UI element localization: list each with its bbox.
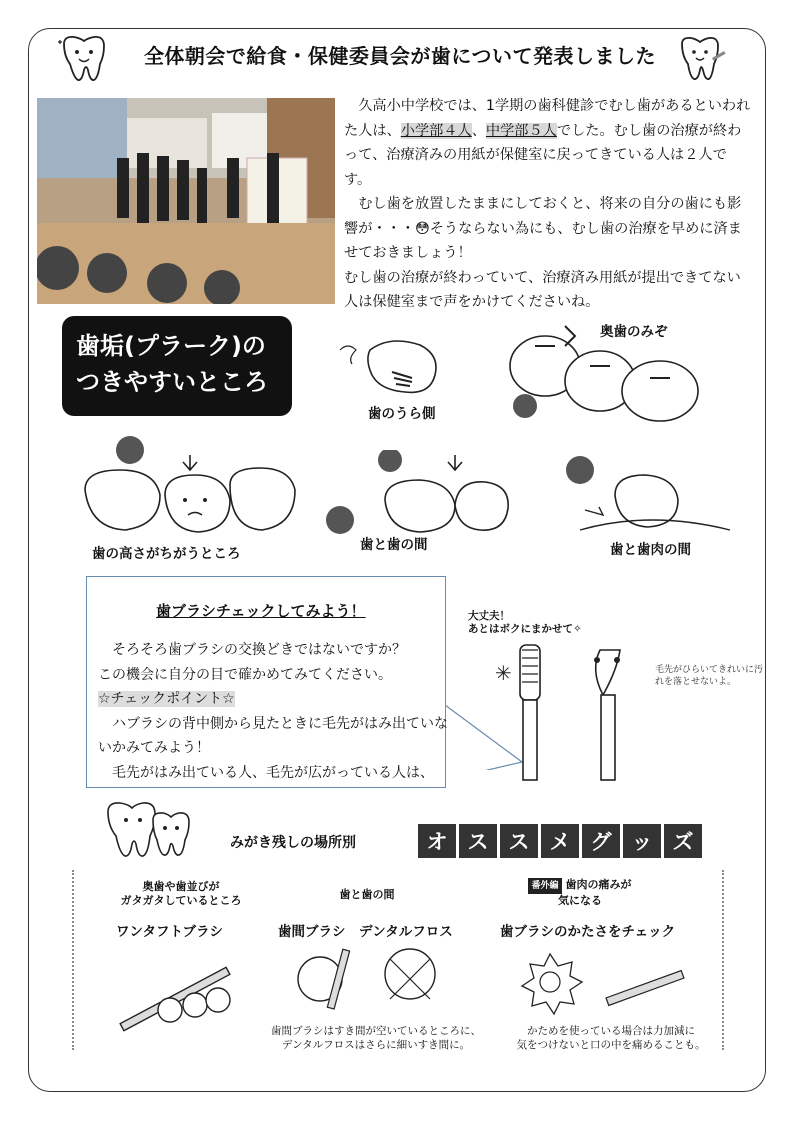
caption-tooth-gum: 歯と歯肉の間 bbox=[610, 542, 691, 558]
brush-check-line3: ハブラシの背中側から見たときに毛先がはみ出ていないかみてみよう！ bbox=[98, 715, 448, 756]
tooth-character-left-icon bbox=[56, 34, 116, 86]
brush-check-title: 歯ブラシチェックしてみよう！ bbox=[156, 602, 366, 620]
goods-col1-caption-line2: ガタガタしているところ bbox=[120, 894, 242, 907]
goods-col3-caption-text: 歯肉の痛みが bbox=[565, 878, 632, 891]
goods-col3-name: 歯ブラシのかたさをチェック bbox=[500, 924, 676, 940]
plaque-title-line1: 歯垢(プラーク)の bbox=[76, 332, 266, 360]
caption-molar-grooves: 奥歯のみぞ bbox=[600, 324, 668, 340]
plaque-title-line2: つきやすいところ bbox=[76, 368, 268, 396]
assembly-photo bbox=[37, 98, 335, 304]
tooth-inner-side-icon bbox=[330, 330, 470, 410]
article-paragraph-3: むし歯の治療が終わっていて、治療済み用紙が提出できてない人は保健室まで声をかけてくださいね。 bbox=[344, 269, 741, 310]
brush-check-line4: 毛先がはみ出ている人、毛先が広がっている人は、 bbox=[112, 764, 434, 781]
goods-col1-name: ワンタフトブラシ bbox=[116, 924, 224, 940]
goods-heading: みがき残しの場所別 bbox=[230, 835, 356, 851]
banner-char: グ bbox=[582, 824, 620, 858]
brush-speech-line1: 大丈夫！ bbox=[468, 610, 510, 622]
dotted-border-left bbox=[72, 870, 74, 1050]
goods-col2-desc bbox=[266, 1024, 486, 1052]
brush-speech bbox=[468, 610, 582, 636]
teeth-duo-icon bbox=[98, 800, 198, 868]
check-point-label: ☆チェックポイント☆ bbox=[98, 691, 235, 707]
brush-check-body bbox=[98, 638, 448, 785]
caption-uneven-height: 歯の高さがちがうところ bbox=[92, 546, 241, 562]
caption-between-teeth: 歯と歯の間 bbox=[360, 537, 428, 553]
one-tuft-brush-icon bbox=[110, 950, 240, 1035]
caption-inner-side: 歯のうら側 bbox=[368, 406, 436, 422]
goods-col3-caption-line1 bbox=[510, 878, 650, 894]
goods-col2-desc-line2: デンタルフロスはさらに細いすき間に。 bbox=[281, 1039, 471, 1051]
between-teeth-icon bbox=[320, 450, 510, 540]
goods-col1-caption-line1: 奥歯や歯並びが bbox=[142, 880, 220, 893]
goods-col2-caption: 歯と歯の間 bbox=[339, 888, 395, 901]
tooth-brushing-right-icon bbox=[676, 36, 728, 84]
tooth-gum-icon bbox=[560, 455, 740, 540]
goods-col1-caption bbox=[96, 880, 266, 908]
brush-speech-line2: あとはボクにまかせて✧ bbox=[468, 623, 582, 635]
page-title: 全体朝会で給食・保健委員会が歯について発表しました bbox=[143, 44, 657, 68]
brush-check-line1: そろそろ歯ブラシの交換どきではないですか？ bbox=[112, 642, 406, 658]
elementary-count: 小学部４人 bbox=[400, 122, 472, 139]
article-text bbox=[344, 94, 752, 315]
bonus-badge: 番外編 bbox=[528, 878, 561, 894]
brush-check-line2: この機会に自分の目で確かめてみてください。 bbox=[98, 666, 392, 683]
svg-text:✳: ✳ bbox=[495, 661, 512, 685]
interdental-floss-icon bbox=[290, 944, 470, 1019]
goods-col2-desc-line1: 歯間ブラシはすき間が空いているところに、 bbox=[271, 1025, 481, 1037]
article-separator: 、 bbox=[471, 122, 486, 139]
banner-char: ズ bbox=[664, 824, 702, 858]
brush-note: 毛先がひらいてきれいに汚れを落とせないよ。 bbox=[655, 665, 764, 687]
goods-col3-desc-line2: 気をつけないと口の中を痛めることも。 bbox=[516, 1039, 706, 1051]
toothbrush-characters-icon bbox=[495, 640, 655, 785]
goods-col3-caption-line2: 気になる bbox=[558, 894, 602, 907]
brush-hardness-icon bbox=[510, 944, 690, 1019]
article-paragraph-1 bbox=[344, 94, 752, 192]
recommended-goods-banner bbox=[418, 824, 702, 858]
banner-char: ス bbox=[500, 824, 538, 858]
article-paragraph-2: むし歯を放置したままにしておくと、将来の自分の歯にも影響が・・・😳そうならない為にも、むし歯の治療を早めに済ませておきましょう！ bbox=[344, 196, 742, 261]
middle-count: 中学部５人 bbox=[485, 122, 557, 139]
banner-char: ス bbox=[459, 824, 497, 858]
article-p1-end: でした。むし歯の治療が終わって、治療済みの用紙が保健室に戻ってきている人は２人です。 bbox=[344, 122, 742, 188]
banner-char: オ bbox=[418, 824, 456, 858]
goods-col3-desc bbox=[506, 1024, 716, 1052]
banner-char: メ bbox=[541, 824, 579, 858]
goods-col2-name: 歯間ブラシ デンタルフロス bbox=[278, 924, 453, 940]
article-p1-start: 久高小中学校では、1学期の歯科健診でむし歯があるといわれた人は、 bbox=[344, 98, 751, 139]
uneven-teeth-icon bbox=[80, 430, 320, 540]
banner-char: ッ bbox=[623, 824, 661, 858]
goods-col3-desc-line1: かためを使っている場合は力加減に bbox=[527, 1025, 695, 1037]
dotted-border-right bbox=[722, 870, 724, 1050]
goods-col3-caption bbox=[510, 878, 650, 908]
plaque-title-box bbox=[62, 316, 292, 416]
